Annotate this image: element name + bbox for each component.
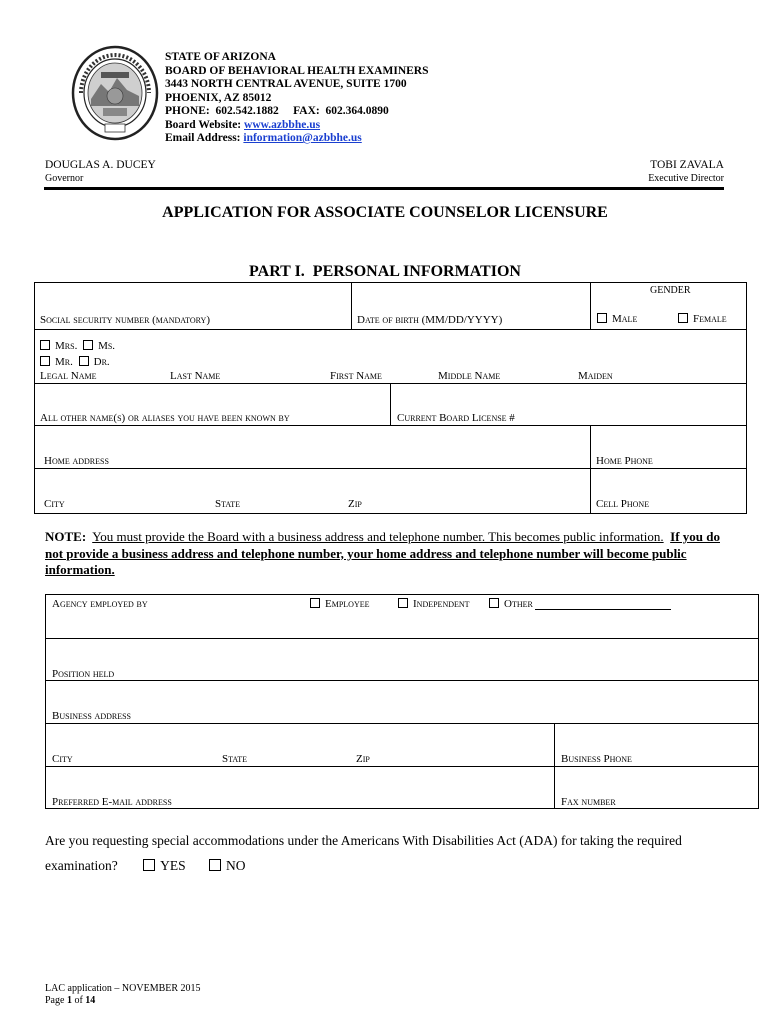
- page-current: 1: [66, 995, 72, 1006]
- city-label: City: [44, 498, 65, 510]
- governor-title: Governor: [45, 173, 84, 184]
- male-checkbox[interactable]: [597, 313, 607, 323]
- independent-label: Independent: [413, 598, 470, 610]
- employment-table: [45, 594, 759, 809]
- header-phone-fax: PHONE: 602.542.1882 FAX: 602.364.0890: [165, 105, 389, 117]
- footer-form-id: LAC application – NOVEMBER 2015: [45, 983, 201, 994]
- director-title: Executive Director: [648, 173, 724, 184]
- position-label: Position held: [52, 668, 115, 680]
- middle-name-label: Middle Name: [438, 370, 501, 382]
- independent-checkbox[interactable]: [398, 598, 408, 608]
- state-label: State: [215, 498, 241, 510]
- director-name: TOBI ZAVALA: [650, 159, 724, 171]
- email-label: Email Address:: [165, 132, 241, 144]
- dob-label: Date of birth (MM/DD/YYYY): [357, 314, 503, 326]
- header-state: STATE OF ARIZONA: [165, 51, 276, 63]
- page-total: 14: [85, 995, 96, 1006]
- independent-option[interactable]: [398, 598, 470, 610]
- header-board: BOARD OF BEHAVIORAL HEALTH EXAMINERS: [165, 64, 429, 77]
- business-zip-label: Zip: [356, 753, 370, 765]
- business-city-label: City: [52, 753, 73, 765]
- ada-question: Are you requesting special accommodations under the Americans With Disabilities Act (ADA) for taking the required: [45, 833, 682, 848]
- ssn-label: Social security number (mandatory): [40, 314, 211, 326]
- ada-no-checkbox[interactable]: [209, 859, 221, 871]
- mrs-label: Mrs.: [55, 340, 78, 352]
- employee-option[interactable]: [310, 598, 370, 610]
- page-of: of: [74, 995, 83, 1006]
- note-label: NOTE:: [45, 529, 87, 544]
- fax-label: Fax number: [561, 796, 616, 808]
- mrs-checkbox[interactable]: [40, 340, 50, 350]
- part-title: PART I. PERSONAL INFORMATION: [249, 263, 521, 280]
- gender-label: GENDER: [650, 285, 691, 296]
- ms-label: Ms.: [98, 340, 116, 352]
- female-label: Female: [693, 313, 727, 325]
- agency-label: Agency employed by: [52, 598, 148, 610]
- first-name-label: First Name: [330, 370, 382, 382]
- ada-answer-row: [45, 858, 246, 874]
- page-number: [45, 995, 95, 1006]
- title-row-2: [40, 356, 110, 368]
- maiden-label: Maiden: [578, 370, 613, 382]
- website-label: Board Website:: [165, 118, 242, 131]
- business-phone-label: Business Phone: [561, 753, 632, 765]
- page-prefix: Page: [45, 995, 65, 1006]
- dr-checkbox[interactable]: [79, 356, 89, 366]
- last-name-label: Last Name: [170, 370, 221, 382]
- ada-yes-label: YES: [160, 858, 186, 873]
- title-row-1: [40, 340, 115, 352]
- dr-label: Dr.: [93, 356, 110, 368]
- license-label: Current Board License #: [397, 412, 515, 424]
- female-option[interactable]: [678, 313, 727, 325]
- male-option[interactable]: [597, 313, 637, 325]
- ada-yes-checkbox[interactable]: [143, 859, 155, 871]
- header-divider: [44, 187, 724, 190]
- state-seal: [71, 44, 159, 142]
- header-address: 3443 NORTH CENTRAL AVENUE, SUITE 1700: [165, 78, 407, 90]
- page-title: APPLICATION FOR ASSOCIATE COUNSELOR LICENSURE: [162, 204, 608, 221]
- business-state-label: State: [222, 753, 248, 765]
- mr-label: Mr.: [55, 356, 73, 368]
- other-blank-line[interactable]: [535, 609, 671, 610]
- email-link[interactable]: information@azbbhe.us: [243, 132, 362, 144]
- ada-question-end: examination?: [45, 858, 118, 873]
- legal-name-label: Legal Name: [40, 370, 97, 382]
- ms-checkbox[interactable]: [83, 340, 93, 350]
- female-checkbox[interactable]: [678, 313, 688, 323]
- website-link[interactable]: www.azbbhe.us: [244, 118, 321, 131]
- male-label: Male: [612, 313, 638, 325]
- home-address-label: Home address: [44, 455, 109, 467]
- arizona-seal-icon: [71, 44, 159, 142]
- email-label-field: Preferred E-mail address: [52, 796, 172, 808]
- employee-label: Employee: [325, 598, 370, 610]
- header-city: PHOENIX, AZ 85012: [165, 91, 272, 104]
- home-phone-label: Home Phone: [596, 455, 653, 467]
- other-label: Other: [504, 598, 533, 610]
- governor-name: DOUGLAS A. DUCEY: [45, 159, 156, 171]
- employee-checkbox[interactable]: [310, 598, 320, 608]
- other-option[interactable]: [489, 598, 533, 610]
- cell-phone-label: Cell Phone: [596, 498, 650, 510]
- business-address-label: Business address: [52, 710, 131, 722]
- note-text: You must provide the Board with a business address and telephone number. This becomes public information.: [92, 529, 664, 544]
- ada-no-label: NO: [226, 858, 246, 873]
- mr-checkbox[interactable]: [40, 356, 50, 366]
- other-checkbox[interactable]: [489, 598, 499, 608]
- note-paragraph: [45, 529, 737, 579]
- aliases-label: All other name(s) or aliases you have been known by: [40, 412, 290, 424]
- zip-label: Zip: [348, 498, 362, 510]
- note-warning: If you do not provide a business address and telephone number, your home address and telephone number will become public information.: [45, 529, 720, 577]
